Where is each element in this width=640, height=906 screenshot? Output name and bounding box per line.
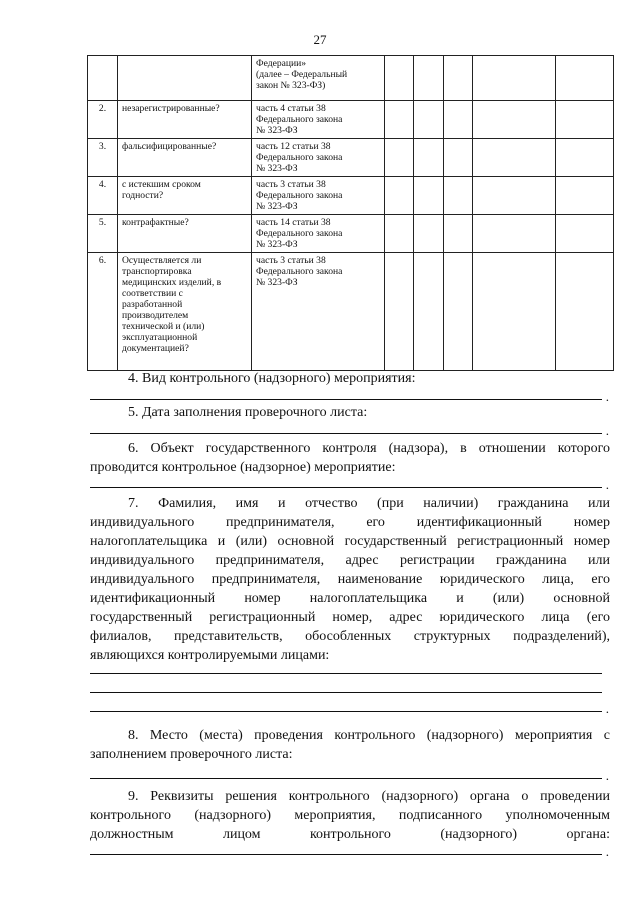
answer-cell-2[interactable]	[414, 215, 444, 253]
answer-cell-2[interactable]	[414, 177, 444, 215]
question-line: фальсифицированные?	[122, 141, 217, 152]
section-7-line: идентификационный номер налогоплательщика и (или) основной	[90, 591, 610, 606]
section-7-line: являющихся контролируемыми лицами:	[90, 648, 330, 663]
section-7-fill-line-3[interactable]	[90, 701, 609, 716]
line-end-dot: .	[605, 701, 609, 716]
answer-cell-1[interactable]	[385, 215, 414, 253]
answer-cell-4[interactable]	[473, 215, 556, 253]
page-number: 27	[313, 32, 327, 47]
row-question	[118, 101, 252, 139]
answer-cell-3[interactable]	[444, 253, 473, 371]
answer-cell-1[interactable]	[385, 56, 414, 101]
question-line: незарегистрированные?	[122, 103, 220, 114]
row-number	[88, 56, 118, 101]
section-8-label-line-1: 8. Место (места) проведения контрольного (надзорного) мероприятия с	[128, 728, 610, 743]
answer-cell-4[interactable]	[473, 101, 556, 139]
section-7-line: государственный регистрационный номер, адрес юридического лица (его	[90, 610, 610, 625]
answer-cell-1[interactable]	[385, 139, 414, 177]
answer-cell-3[interactable]	[444, 101, 473, 139]
answer-cell-5[interactable]	[556, 253, 614, 371]
reference-line: часть 14 статьи 38	[256, 217, 331, 228]
row-question	[118, 253, 252, 371]
section-7-line: индивидуального предпринимателя, адрес регистрации гражданина или	[90, 553, 610, 568]
section-7-line: филиалов, представительств, обособленных структурных подразделений),	[90, 629, 610, 644]
question-line: годности?	[122, 190, 164, 201]
form-sections	[90, 369, 610, 859]
answer-cell-3[interactable]	[444, 139, 473, 177]
answer-cell-5[interactable]	[556, 139, 614, 177]
section-9-line: контрольного (надзорного) мероприятия, подписанного уполномоченным	[90, 808, 610, 823]
section-7-line: индивидуального предпринимателя, наименование юридического лица, его	[90, 572, 610, 587]
question-line: производителем	[122, 310, 189, 321]
row-legal-reference	[252, 101, 385, 139]
row-number: 4.	[88, 177, 118, 215]
section-9-fill-line[interactable]	[90, 844, 609, 859]
answer-cell-5[interactable]	[556, 101, 614, 139]
row-legal-reference	[252, 215, 385, 253]
reference-line: часть 4 статьи 38	[256, 103, 326, 114]
row-legal-reference	[252, 177, 385, 215]
answer-cell-1[interactable]	[385, 253, 414, 371]
section-6-label-line-1: 6. Объект государственного контроля (надзора), в отношении которого	[128, 441, 610, 456]
question-line: Осуществляется ли	[122, 255, 202, 266]
question-line: технической и (или)	[122, 321, 205, 332]
reference-line: Федерального закона	[256, 114, 343, 125]
section-7-line: 7. Фамилия, имя и отчество (при наличии) гражданина или	[128, 496, 610, 511]
section-7-line: индивидуального предпринимателя, его идентификационный номер	[90, 515, 610, 530]
reference-line: Федерального закона	[256, 228, 343, 239]
reference-line: № 323-ФЗ	[256, 163, 298, 174]
question-line: эксплуатационной	[122, 332, 198, 343]
answer-cell-5[interactable]	[556, 56, 614, 101]
checklist-table	[87, 55, 614, 371]
reference-line: № 323-ФЗ	[256, 125, 298, 136]
reference-line: № 323-ФЗ	[256, 201, 298, 212]
question-line: медицинских изделий, в	[122, 277, 222, 288]
table-row	[88, 139, 614, 177]
reference-line: часть 3 статьи 38	[256, 255, 326, 266]
reference-line: Федерации»	[256, 58, 307, 69]
section-5-label: 5. Дата заполнения проверочного листа:	[128, 405, 368, 420]
question-line: разработанной	[122, 299, 183, 310]
row-legal-reference	[252, 139, 385, 177]
answer-cell-3[interactable]	[444, 177, 473, 215]
reference-line: часть 3 статьи 38	[256, 179, 326, 190]
row-number: 6.	[88, 253, 118, 371]
line-end-dot: .	[605, 844, 609, 859]
section-4-fill-line[interactable]	[90, 389, 609, 404]
section-4-label: 4. Вид контрольного (надзорного) мероприятия:	[128, 371, 416, 386]
reference-line: (далее – Федеральный	[256, 69, 348, 80]
section-9-line: должностным лицом контрольного (надзорного) органа:	[90, 827, 610, 842]
section-7-fill-line-2[interactable]	[90, 691, 602, 693]
table-row	[88, 177, 614, 215]
row-number: 2.	[88, 101, 118, 139]
section-9-line: 9. Реквизиты решения контрольного (надзорного) органа о проведении	[128, 789, 610, 804]
reference-line: Федерального закона	[256, 152, 343, 163]
answer-cell-3[interactable]	[444, 215, 473, 253]
question-line: контрафактные?	[122, 217, 189, 228]
answer-cell-4[interactable]	[473, 139, 556, 177]
reference-line: № 323-ФЗ	[256, 277, 298, 288]
table-row	[88, 56, 614, 101]
section-8-fill-line[interactable]	[90, 768, 609, 783]
answer-cell-2[interactable]	[414, 101, 444, 139]
section-7-fill-line-1[interactable]	[90, 672, 602, 674]
row-legal-reference	[252, 56, 385, 101]
answer-cell-4[interactable]	[473, 56, 556, 101]
question-line: транспортировка	[122, 266, 192, 277]
section-7-label	[90, 494, 610, 665]
section-9-label	[90, 787, 610, 844]
reference-line: часть 12 статьи 38	[256, 141, 331, 152]
reference-line: № 323-ФЗ	[256, 239, 298, 250]
row-question	[118, 177, 252, 215]
row-number: 3.	[88, 139, 118, 177]
answer-cell-4[interactable]	[473, 253, 556, 371]
question-line: соответствии с	[122, 288, 183, 299]
row-number: 5.	[88, 215, 118, 253]
answer-cell-1[interactable]	[385, 177, 414, 215]
reference-line: закон № 323-ФЗ)	[256, 80, 326, 91]
line-end-dot: .	[605, 423, 609, 438]
answer-cell-2[interactable]	[414, 253, 444, 371]
reference-line: Федерального закона	[256, 266, 343, 277]
section-6-fill-line[interactable]	[90, 477, 609, 492]
row-question	[118, 139, 252, 177]
section-6-label-line-2: проводится контрольное (надзорное) мероприятие:	[90, 460, 396, 475]
question-line: с истекшим сроком	[122, 179, 201, 190]
table-row	[88, 215, 614, 253]
answer-cell-2[interactable]	[414, 139, 444, 177]
row-question	[118, 215, 252, 253]
answer-cell-3[interactable]	[444, 56, 473, 101]
answer-cell-2[interactable]	[414, 56, 444, 101]
table-row	[88, 253, 614, 371]
answer-cell-4[interactable]	[473, 177, 556, 215]
table-row	[88, 101, 614, 139]
question-line: документацией?	[122, 343, 189, 354]
reference-line: Федерального закона	[256, 190, 343, 201]
answer-cell-5[interactable]	[556, 215, 614, 253]
line-end-dot: .	[605, 768, 609, 783]
answer-cell-1[interactable]	[385, 101, 414, 139]
row-question	[118, 56, 252, 101]
line-end-dot: .	[605, 389, 609, 404]
row-legal-reference	[252, 253, 385, 371]
answer-cell-5[interactable]	[556, 177, 614, 215]
section-8-label-line-2: заполнением проверочного листа:	[90, 747, 293, 762]
section-5-fill-line[interactable]	[90, 423, 609, 438]
section-7-line: налогоплательщика и (или) основной государственный регистрационный номер	[90, 534, 610, 549]
line-end-dot: .	[605, 477, 609, 492]
